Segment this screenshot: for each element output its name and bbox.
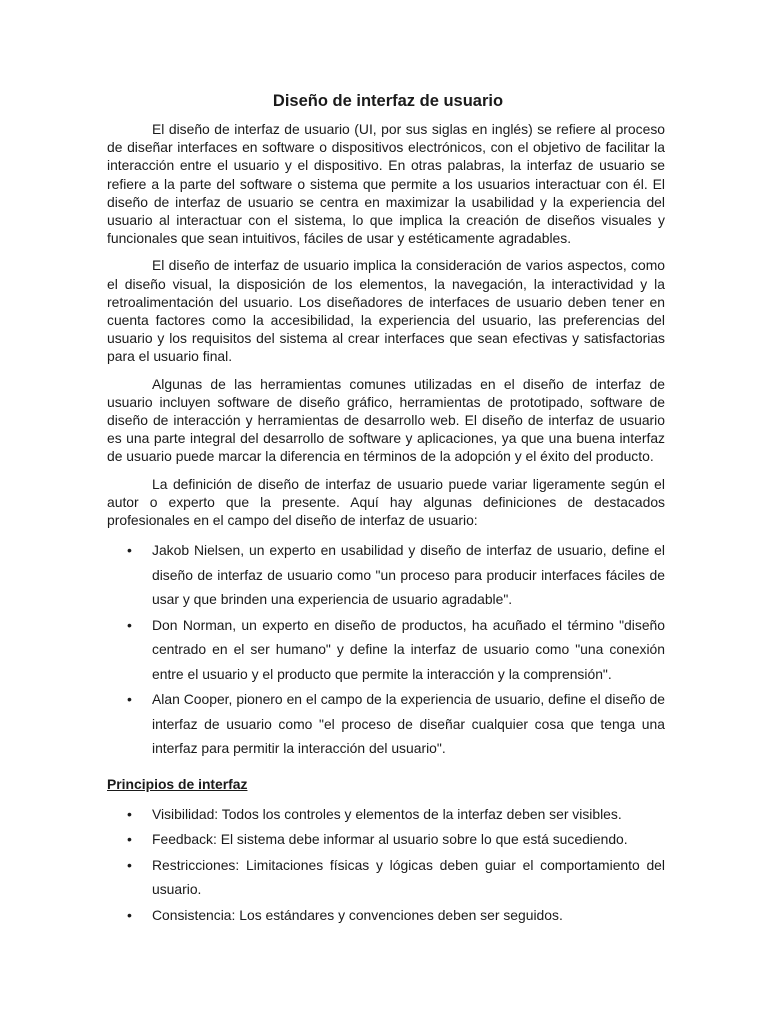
bullet-icon: • [127, 616, 132, 633]
definition-nielsen: Jakob Nielsen, un experto en usabilidad y diseño de interfaz de usuario, define el diseño de interfaz de usuario como "un proceso para producir interfaces fáciles de usar y que brinden una experiencia de usuario agradable". [152, 542, 665, 608]
principle-visibility: Visibilidad: Todos los controles y elementos de la interfaz deben ser visibles. [152, 805, 622, 822]
principle-consistency: Consistencia: Los estándares y convenciones deben ser seguidos. [152, 906, 563, 923]
principle-feedback: Feedback: El sistema debe informar al usuario sobre lo que está sucediendo. [152, 831, 628, 848]
bullet-icon: • [127, 831, 132, 848]
list-item [107, 903, 665, 928]
paragraph-tools: Algunas de las herramientas comunes utilizadas en el diseño de interfaz de usuario incluyen software de diseño gráfico, herramientas de prototipado, software de diseño de interacción y herramientas de desarrollo web. El diseño de interfaz de usuario es una parte integral del desarrollo de software y aplicaciones, ya que una buena interfaz de usuario puede marcar la diferencia en términos de la adopción y el éxito del producto. [107, 375, 665, 465]
paragraph-intro: El diseño de interfaz de usuario (UI, por sus siglas en inglés) se refiere al proceso de diseñar interfaces en software o dispositivos electrónicos, con el objetivo de facilitar la interacción entre el usuario y el dispositivo. En otras palabras, la interfaz de usuario se refiere a la parte del software o sistema que permite a los usuarios interactuar con él. El diseño de interfaz de usuario se centra en maximizar la usabilidad y la experiencia del usuario al interactuar con el sistema, lo que implica la creación de diseños visuales y funcionales que sean intuitivos, fáciles de usar y estéticamente agradables. [107, 121, 665, 247]
principle-restrictions: Restricciones: Limitaciones físicas y lógicas deben guiar el comportamiento del usuario. [152, 856, 665, 898]
bullet-icon: • [127, 856, 132, 873]
list-item [107, 687, 665, 761]
paragraph-aspects: El diseño de interfaz de usuario implica la consideración de varios aspectos, como el diseño visual, la disposición de los elementos, la navegación, la interactividad y la retroalimentación del usuario. Los diseñadores de interfaces de usuario deben tener en cuenta factores como la accesibilidad, la experiencia del usuario, las preferencias del usuario y los requisitos del sistema al crear interfaces que sean efectivas y satisfactorias para el usuario final. [107, 257, 665, 365]
definitions-list [107, 538, 665, 761]
definition-norman: Don Norman, un experto en diseño de productos, ha acuñado el término "diseño centrado en el ser humano" y define la interfaz de usuario como "una conexión entre el usuario y el producto que permite la interacción y la comprensión". [152, 616, 665, 682]
list-item [107, 613, 665, 687]
bullet-icon: • [127, 691, 132, 708]
list-item [107, 538, 665, 612]
definition-cooper: Alan Cooper, pionero en el campo de la experiencia de usuario, define el diseño de interfaz de usuario como "el proceso de diseñar cualquier cosa que tenga una interfaz para permitir la interacción del usuario". [152, 691, 665, 757]
bullet-icon: • [127, 906, 132, 923]
list-item [107, 827, 665, 852]
paragraph-definitions-intro: La definición de diseño de interfaz de usuario puede variar ligeramente según el autor o experto que la presente. Aquí hay algunas definiciones de destacados profesionales en el campo del diseño de interfaz de usuario: [107, 475, 665, 529]
bullet-icon: • [127, 542, 132, 559]
bullet-icon: • [127, 805, 132, 822]
principles-list [107, 802, 665, 928]
list-item [107, 853, 665, 902]
principles-heading: Principios de interfaz [107, 775, 248, 792]
list-item [107, 802, 665, 827]
page-title: Diseño de interfaz de usuario [272, 92, 504, 110]
